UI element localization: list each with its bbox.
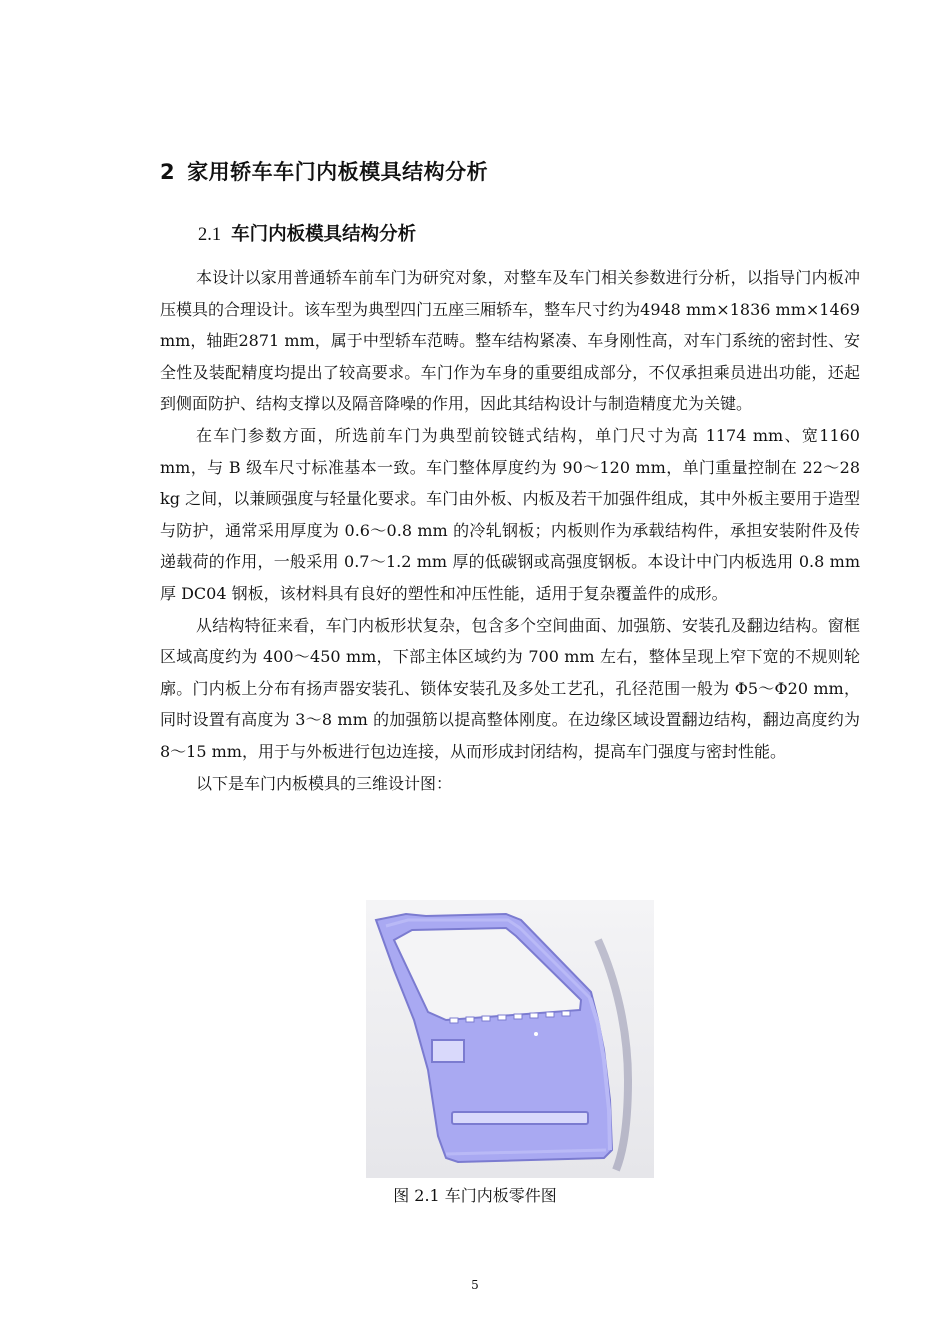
paragraph-1: 本设计以家用普通轿车前车门为研究对象，对整车及车门相关参数进行分析，以指导门内板冲压模具的合理设计。该车型为典型四门五座三厢轿车，整车尺寸约为4948 mm×1836 mm×1469 mm，轴距2871 mm，属于中型轿车范畴。整车结构紧凑、车身刚性高，对车门系统的密封性、安全性及装配精度均提出了较高要求。车门作为车身的重要组成部分，不仅承担乘员进出功能，还起到侧面防护、结构支撑以及隔音降噪的作用，因此其结构设计与制造精度尤为关键。 xyxy=(160,268,860,414)
paragraph-4: 以下是车门内板模具的三维设计图： xyxy=(196,773,453,793)
page-number: 5 xyxy=(471,1278,479,1292)
small-process-hole xyxy=(534,1032,538,1036)
paragraph-3: 从结构特征来看，车门内板形状复杂，包含多个空间曲面、加强筋、安装孔及翻边结构。窗框区域高度约为 400～450 mm，下部主体区域约为 700 mm 左右，整体呈现上窄下宽的不规则轮廓。门内板上分布有扬声器安装孔、锁体安装孔及多处工艺孔，孔径范围一般为 Φ5～Φ20 mm，同时设置有高度为 3～8 mm 的加强筋以提高整体刚度。在边缘区域设置翻边结构，翻边高度约为 8～15 mm，用于与外板进行包边连接，从而形成封闭结构，提高车门强度与密封性能。 xyxy=(160,615,860,761)
section-heading xyxy=(198,220,416,246)
chapter-number: 2 xyxy=(160,160,176,184)
lower-slot xyxy=(452,1112,588,1124)
section-title: 车门内板模具结构分析 xyxy=(231,224,417,245)
chapter-title: 家用轿车车门内板模具结构分析 xyxy=(187,160,489,184)
door-panel-illustration xyxy=(366,900,654,1178)
door-inner-panel-figure xyxy=(366,900,654,1178)
section-number: 2.1 xyxy=(198,225,222,245)
figure-caption: 图 2.1 车门内板零件图 xyxy=(393,1186,557,1205)
paragraph-2: 在车门参数方面，所选前车门为典型前铰链式结构，单门尺寸为高 1174 mm、宽1160 mm，与 B 级车尺寸标准基本一致。车门整体厚度约为 90～120 mm，单门重量控制在 22～28 kg 之间，以兼顾强度与轻量化要求。车门由外板、内板及若干加强件组成，其中外板主要用于造型与防护，通常采用厚度为 0.6～0.8 mm 的冷轧钢板；内板则作为承载结构件，承担安装附件及传递载荷的作用，一般采用 0.7～1.2 mm 厚的低碳钢或高强度钢板。本设计中门内板选用 0.8 mm 厚 DC04 钢板，该材料具有良好的塑性和冲压性能，适用于复杂覆盖件的成形。 xyxy=(160,425,860,603)
upper-access-hole xyxy=(432,1040,464,1062)
chapter-heading xyxy=(160,156,488,186)
body-text xyxy=(160,262,860,799)
